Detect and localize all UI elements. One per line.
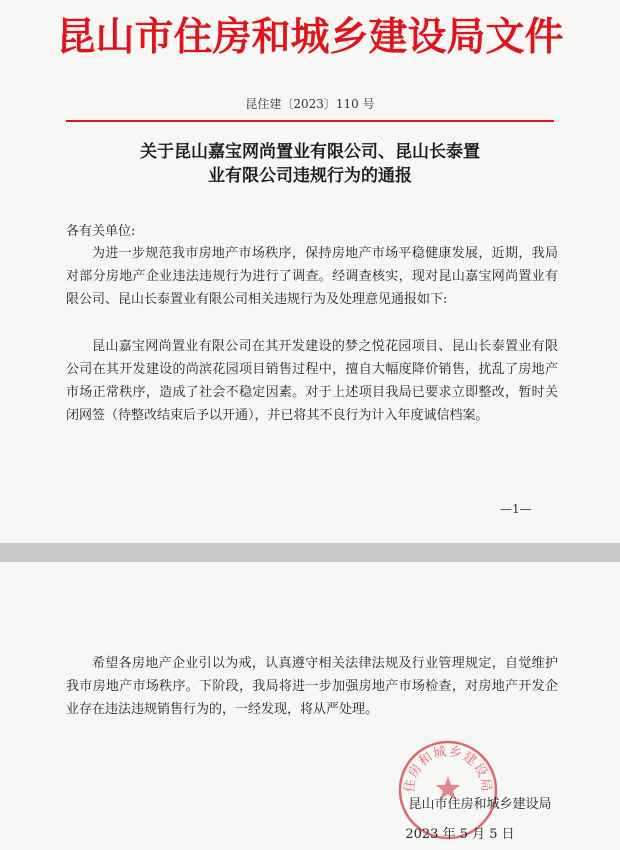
signing-organization: 昆山市住房和城乡建设局: [408, 797, 552, 812]
signing-date: 2023 年 5 月 5 日: [405, 827, 515, 842]
page-number: —1—: [500, 502, 532, 516]
notice-title-line-1: 关于昆山嘉宝网尚置业有限公司、昆山长泰置: [140, 142, 480, 162]
issuer-header-title: 昆山市住房和城乡建设局文件: [56, 15, 564, 60]
red-divider-line: [66, 120, 554, 122]
salutation: 各有关单位:: [66, 224, 136, 239]
notice-title: [70, 140, 550, 188]
notice-title-line-2: 业有限公司违规行为的通报: [208, 166, 412, 186]
document-number: 昆住建〔2023〕110 号: [245, 97, 375, 111]
body-paragraph-1: 为进一步规范我市房地产市场秩序，保持房地产市场平稳健康发展，近期，我局对部分房地产企业违法违规行为进行了调查。经调查核实，现对昆山嘉宝网尚置业有限公司、昆山长泰置业有限公司相关违规行为及处理意见通报如下:: [66, 246, 558, 307]
body-paragraph-3: 希望各房地产企业引以为戒，认真遵守相关法律法规及行业管理规定，自觉维护我市房地产市场秩序。下阶段，我局将进一步加强房地产市场检查，对房地产开发企业存在违法违规销售行为的，一经发现，将从严处理。: [66, 656, 558, 717]
seal-text: 住房和城乡建设局: [402, 744, 494, 794]
body-paragraph-2: 昆山嘉宝网尚置业有限公司在其开发建设的梦之悦花园项目、昆山长泰置业有限公司在其开发建设的尚滨花园项目销售过程中，擅自大幅度降价销售，扰乱了房地产市场正常秩序，造成了社会不稳定因素。对于上述项目我局已要求立即整改，暂时关闭网签（待整改结束后予以开通），并已将其不良行为计入年度诚信档案。: [66, 339, 558, 423]
